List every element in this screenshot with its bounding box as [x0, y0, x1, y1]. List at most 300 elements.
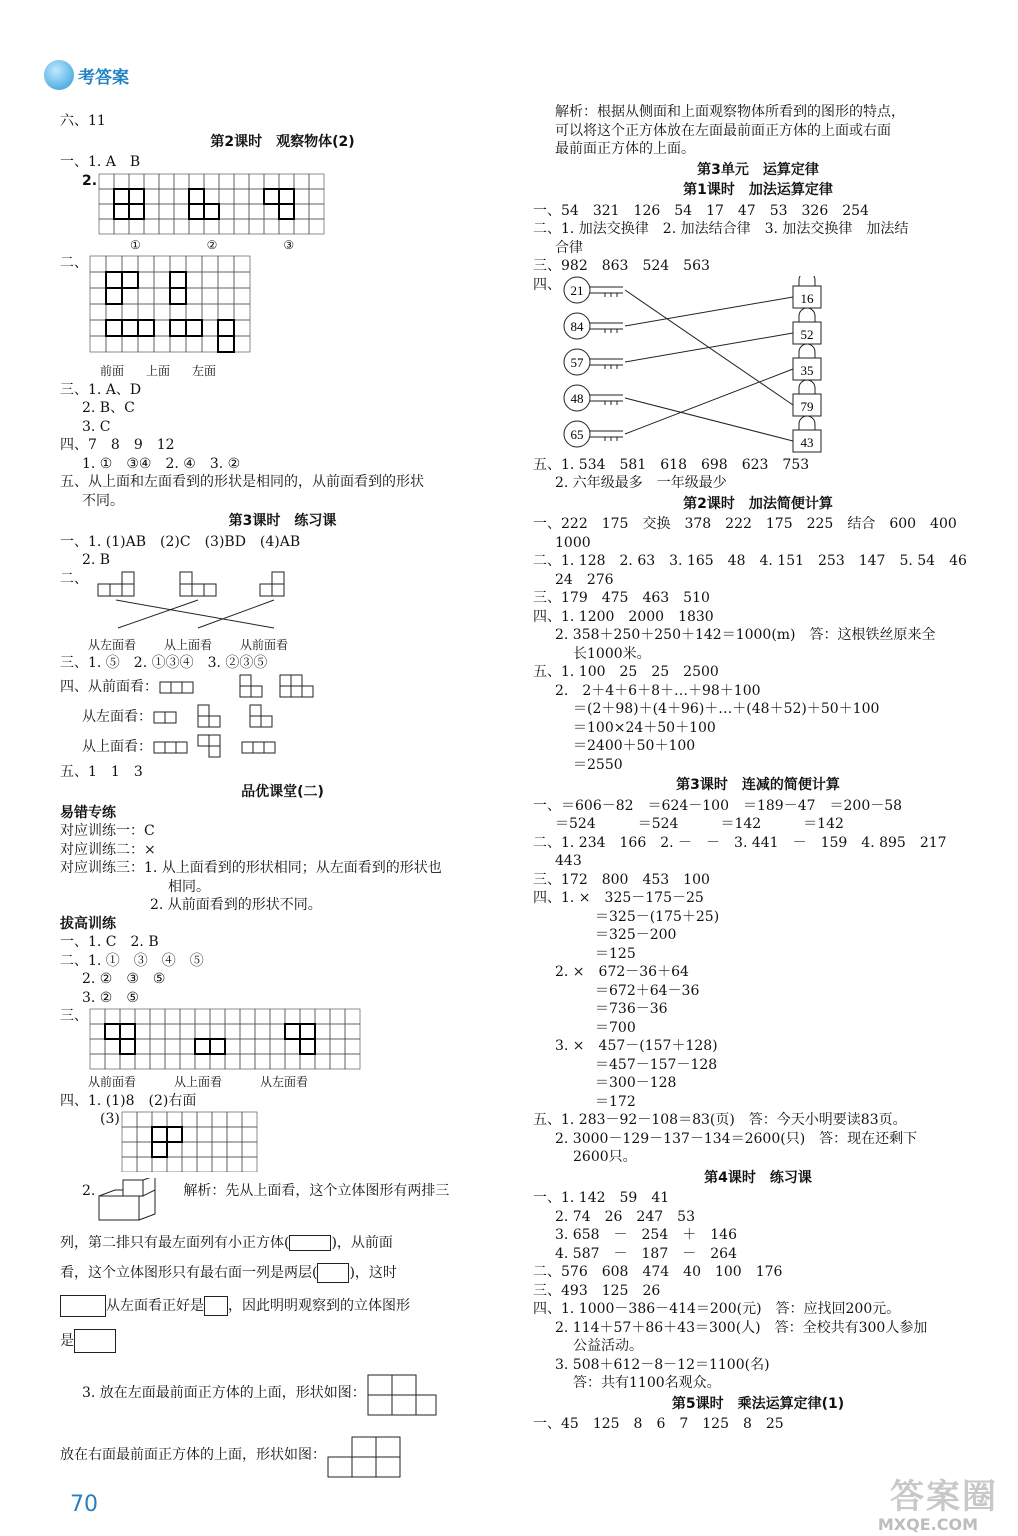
text-line: 三、493 125 26: [533, 1282, 661, 1299]
lock-label: 43: [800, 434, 814, 450]
figure-row: [60, 254, 505, 381]
text-span: ，因此明明观察到的立体图形: [228, 1297, 410, 1314]
figure-caption: ③: [283, 237, 295, 252]
grid-cell: [150, 1054, 165, 1069]
grid-cell: [114, 219, 129, 234]
grid-cell: [227, 1127, 242, 1142]
text-line: ＝700: [595, 1019, 636, 1036]
grid-cell: [182, 1127, 197, 1142]
grid-cell: [122, 1157, 137, 1172]
text-line: ＝(2＋98)＋(4＋96)＋…＋(48＋52)＋50＋100: [573, 701, 880, 717]
answer-cell: [218, 336, 234, 352]
grid-cell: [234, 189, 249, 204]
grid-cell: [255, 1039, 270, 1054]
item-number: (3): [100, 1111, 120, 1127]
grid-cell: [150, 1009, 165, 1024]
grid-cell: [138, 288, 154, 304]
grid-cell: [138, 272, 154, 288]
grid-cell: [105, 1054, 120, 1069]
grid-cell: [219, 219, 234, 234]
grid-cell: [197, 1142, 212, 1157]
match-line: [625, 369, 793, 434]
grid-cell: [154, 304, 170, 320]
grid-cell: [174, 174, 189, 189]
answer-cell: [300, 1039, 315, 1054]
page-number: 70: [70, 1492, 98, 1517]
grid-cell: [120, 1009, 135, 1024]
text-line: 解析：先从上面看，这个立体图形有两排三: [183, 1183, 450, 1199]
grid-cell: [122, 1142, 137, 1157]
grid-cell: [122, 272, 138, 288]
figure-caption: 从前面看: [88, 1075, 137, 1089]
key-label: 57: [570, 354, 584, 370]
grid-cell: [242, 1127, 257, 1142]
item-number: 2.: [82, 172, 98, 189]
text-line: 2. 六年级最多 一年级最少: [555, 475, 727, 491]
grid-cell: [225, 1039, 240, 1054]
text-line: 解析：根据从侧面和上面观察物体所看到的图形的特点，: [555, 104, 905, 120]
grid-cell: [106, 320, 122, 336]
grid-cell: [285, 1039, 300, 1054]
text-span: 列，第二排只有最左面列有小正方体(: [60, 1235, 290, 1251]
lock-shackle: [799, 344, 815, 358]
text-line: 1000: [555, 534, 591, 551]
text-line: ＝300－128: [595, 1075, 677, 1091]
grid-cell: [225, 1024, 240, 1039]
view-matching-svg: [88, 570, 328, 636]
grid-cell: [106, 304, 122, 320]
text-line: 2. 358＋250＋250＋142＝1000(m) 答：这根铁丝原来全: [555, 627, 936, 643]
text-line: ＝524 ＝524 ＝142 ＝142: [555, 816, 844, 832]
grid-cell: [106, 288, 122, 304]
text-span: 看，这个立体图形只有最右面一列是两层(: [60, 1264, 318, 1281]
text-line: 二、1. 128 2. 63 3. 165 48 4. 151 253 147 5. 54 46: [533, 553, 967, 569]
grid-cell: [264, 219, 279, 234]
figure-row: [60, 1007, 505, 1092]
text-line: 一、＝606－82 ＝624－100 ＝189－47 ＝200－58: [533, 797, 903, 814]
grid-cell: [90, 272, 106, 288]
logo-text: 考答案: [78, 67, 129, 88]
grid-cell: [255, 1054, 270, 1069]
grid-cell: [212, 1112, 227, 1127]
grid-cell: [106, 256, 122, 272]
grid-cell: [202, 272, 218, 288]
answer-cell: [138, 320, 154, 336]
logo: [44, 60, 129, 90]
text-line: 三、172 800 453 100: [533, 871, 710, 888]
section-heading: 第3课时 练习课: [228, 513, 337, 529]
grid-cell: [122, 1112, 137, 1127]
grid-cell: [242, 1112, 257, 1127]
text-line: ＝672＋64－36: [595, 982, 700, 999]
text-line: 一、1. C 2. B: [60, 934, 159, 950]
grid-cell: [165, 1024, 180, 1039]
grid-cell: [182, 1157, 197, 1172]
text-line: ＝100×24＋50＋100: [573, 719, 716, 736]
grid-cell: [219, 174, 234, 189]
text-span: 从左面看正好是: [106, 1297, 204, 1314]
grid-cell: [234, 336, 250, 352]
text-line: 一、1. A B: [60, 154, 141, 170]
grid-cell: [218, 272, 234, 288]
view-matching-figure: [88, 570, 328, 655]
grid-cell: [189, 174, 204, 189]
small-cubes-icon: [289, 1235, 331, 1251]
grid-cell: [300, 1054, 315, 1069]
small-cubes-icon: [74, 1329, 116, 1353]
grid-cell: [300, 1024, 315, 1039]
grid-cell: [152, 1157, 167, 1172]
answer-cell: [186, 320, 202, 336]
left-column: [60, 112, 505, 1481]
text-line: 3. × 457－(157＋128): [555, 1038, 718, 1054]
text-line: 2. 从前面看到的形状不同。: [150, 897, 322, 913]
text-span: )，这时: [349, 1264, 397, 1281]
match-line: [625, 398, 793, 441]
grid-cell: [210, 1009, 225, 1024]
grid-cell: [204, 189, 219, 204]
section-heading: 品优课堂(二): [241, 784, 324, 800]
figure-caption: 从上面看: [174, 1075, 223, 1089]
text-line: 三、179 475 463 510: [533, 590, 710, 606]
text-line: 相同。: [168, 878, 210, 895]
grid-cell: [300, 1039, 315, 1054]
grid-cell: [174, 189, 189, 204]
grid-cell: [294, 174, 309, 189]
grid-cell: [165, 1039, 180, 1054]
grid-cell: [195, 1024, 210, 1039]
grid-cell: [210, 1039, 225, 1054]
text-line: 五、1. 534 581 618 698 623 753: [533, 456, 810, 473]
answer-cell: [129, 189, 144, 204]
text-line: 二、576 608 474 40 100 176: [533, 1264, 783, 1280]
answer-cell: [114, 189, 129, 204]
grid-cell: [90, 304, 106, 320]
grid-cell: [180, 1024, 195, 1039]
grid-cell: [165, 1009, 180, 1024]
text-line: ＝172: [595, 1093, 636, 1110]
grid-cell: [219, 204, 234, 219]
key-label: 21: [570, 282, 584, 298]
text-line: 公益活动。: [573, 1338, 643, 1354]
grid-cell: [129, 219, 144, 234]
grid-cell: [219, 189, 234, 204]
grid-cell: [167, 1157, 182, 1172]
grid-cell: [315, 1054, 330, 1069]
grid-cell: [210, 1054, 225, 1069]
grid-cell: [144, 219, 159, 234]
text-line: ＝325－200: [595, 927, 677, 943]
text-line: ＝2550: [573, 756, 623, 773]
grid-cell: [174, 204, 189, 219]
grid-cell: [106, 336, 122, 352]
text-line: 二、1. 234 166 2. － － 3. 441 － 159 4. 895 217: [533, 834, 947, 851]
figure-caption: 从左面看: [88, 637, 137, 652]
grid-cell: [294, 204, 309, 219]
text-line: 可以将这个正方体放在左面最前面正方体的上面或右面: [555, 122, 891, 139]
text-line: ＝125: [595, 945, 636, 962]
answer-cell: [170, 288, 186, 304]
grid-cell: [170, 336, 186, 352]
grid-cell: [90, 1009, 105, 1024]
answer-cell: [170, 320, 186, 336]
text-line: 不同。: [82, 492, 124, 509]
grid-cell: [225, 1009, 240, 1024]
grid-cell: [240, 1024, 255, 1039]
text-line: 四、从前面看：: [60, 679, 158, 696]
grid-cell: [159, 219, 174, 234]
text-line: 3. ② ⑤: [82, 989, 139, 1006]
grid-cell: [309, 189, 324, 204]
grid-cell: [138, 320, 154, 336]
grid-cell: [294, 189, 309, 204]
text-line: 五、从上面和左面看到的形状是相同的，从前面看到的形状: [60, 474, 424, 490]
grid-cell: [285, 1054, 300, 1069]
grid-cell: [122, 336, 138, 352]
section-heading: 第3课时 连减的简便计算: [676, 777, 840, 793]
text-line: 五、1 1 3: [60, 763, 143, 780]
grid-cell: [240, 1054, 255, 1069]
figure-caption: 从上面看: [164, 637, 213, 652]
text-line: 答：共有1100名观众。: [573, 1375, 721, 1391]
text-line: 三、982 863 524 563: [533, 258, 710, 274]
grid-cell: [234, 304, 250, 320]
figure-row: [60, 172, 505, 255]
answer-cell: [300, 1024, 315, 1039]
text-line: 3. 508＋612－8－12＝1100(名): [555, 1356, 770, 1373]
grid-cell: [264, 204, 279, 219]
figure-row: [533, 276, 983, 456]
grid-cell: [249, 189, 264, 204]
cube-result-1-svg: [366, 1369, 446, 1419]
figure-caption: 从左面看: [260, 1075, 309, 1089]
item-number: 2.: [82, 1183, 96, 1199]
grid-cell: [99, 219, 114, 234]
answer-cell: [114, 204, 129, 219]
item-number: 二、: [60, 255, 88, 271]
text-line: 2. B: [82, 552, 111, 568]
answer-cell: [195, 1039, 210, 1054]
key-lock-matching-svg: [561, 276, 861, 456]
answer-cell: [122, 272, 138, 288]
grid-cell: [189, 189, 204, 204]
grid-cell: [309, 204, 324, 219]
answer-cell: [105, 1024, 120, 1039]
grid-cell: [309, 219, 324, 234]
answer-cell: [152, 1127, 167, 1142]
grid-cell: [159, 204, 174, 219]
section-heading: 第4课时 练习课: [704, 1169, 812, 1186]
answer-cell: [120, 1039, 135, 1054]
figure-row: [60, 570, 505, 655]
grid-cell: [330, 1009, 345, 1024]
grid-cell: [122, 304, 138, 320]
grid-cell: [90, 320, 106, 336]
text-line: [60, 1329, 505, 1353]
section-heading: 第2课时 观察物体(2): [210, 133, 355, 150]
grid-cell: [204, 174, 219, 189]
grid-cell: [197, 1112, 212, 1127]
grid-cell: [210, 1024, 225, 1039]
left-views-svg: [152, 703, 352, 733]
text-line: 从左面看：: [82, 709, 152, 726]
item-number: 二、: [60, 570, 88, 587]
grid-cell: [137, 1112, 152, 1127]
key-shaft: [590, 395, 623, 405]
key-shaft: [590, 323, 623, 333]
answer-cell: [120, 1024, 135, 1039]
grid-cell: [105, 1039, 120, 1054]
answer-cell: [189, 204, 204, 219]
text-line: 四、1. 1200 2000 1830: [533, 608, 714, 625]
grid-cell: [345, 1054, 360, 1069]
grid-cell: [90, 1054, 105, 1069]
answer-cell: [106, 320, 122, 336]
watermark-url: MXQE.COM: [877, 1515, 978, 1534]
match-line: [625, 333, 793, 362]
grid-cell: [135, 1024, 150, 1039]
logo-ball-icon: [44, 60, 74, 90]
grid-cell: [204, 204, 219, 219]
grid-cell: [279, 204, 294, 219]
grid-cell: [150, 1039, 165, 1054]
cube-figure-svg: [95, 1178, 175, 1224]
key-shaft: [590, 431, 623, 441]
grid-cell: [270, 1039, 285, 1054]
text-line: 放在右面最前面正方体的上面，形状如图：: [60, 1447, 326, 1464]
grid-cell: [105, 1024, 120, 1039]
grid-cell: [105, 1009, 120, 1024]
grid-cell: [154, 256, 170, 272]
text-line: ＝457－157－128: [595, 1056, 718, 1073]
grid-cell: [270, 1024, 285, 1039]
lock-label: 52: [800, 326, 814, 342]
grid-cell: [240, 1039, 255, 1054]
grid-cell: [264, 189, 279, 204]
grid-cell: [202, 288, 218, 304]
cube-result-2-svg: [326, 1431, 406, 1481]
grid-cell: [202, 320, 218, 336]
match-line: [625, 297, 793, 326]
text-line: 3. 放在左面最前面正方体的上面，形状如图：: [82, 1385, 366, 1402]
text-line: 二、1. 加法交换律 2. 加法结合律 3. 加法交换律 加法结: [533, 221, 909, 237]
grid-cell: [144, 174, 159, 189]
text-line: 五、1. 100 25 25 2500: [533, 664, 719, 680]
grid-cell: [212, 1142, 227, 1157]
text-line: 三、1. A、D: [60, 381, 142, 398]
grid-cell: [135, 1009, 150, 1024]
grid-cell: [300, 1009, 315, 1024]
grid-figure-2: [88, 254, 252, 381]
grid-cell: [195, 1009, 210, 1024]
grid-cell: [330, 1039, 345, 1054]
text-line: 2. 2＋4＋6＋8＋…＋98＋100: [555, 682, 761, 699]
figure-row: [60, 673, 505, 703]
lock-shackle: [799, 416, 815, 430]
small-cubes-icon: [60, 1295, 106, 1317]
front-views-svg: [158, 673, 358, 703]
grid-cell: [90, 288, 106, 304]
grid-cell: [204, 219, 219, 234]
lock-label: 35: [800, 362, 814, 378]
grid-figure-1: [97, 172, 327, 255]
text-line: 六、11: [60, 113, 106, 129]
text-line: 四、1. 1000－386－414＝200(元) 答：应找回200元。: [533, 1301, 901, 1317]
grid-cell: [138, 336, 154, 352]
answer-cell: [170, 272, 186, 288]
text-line: 1. ① ③④ 2. ④ 3. ②: [82, 455, 241, 472]
grid-cell: [242, 1142, 257, 1157]
text-line: 2. 74 26 247 53: [555, 1208, 695, 1225]
grid-figure-2-svg: [88, 254, 252, 362]
grid-cell: [114, 174, 129, 189]
figure-caption: 前面: [100, 364, 125, 378]
grid-cell: [120, 1054, 135, 1069]
grid-cell: [195, 1039, 210, 1054]
grid-cell: [106, 272, 122, 288]
grid-cell: [186, 256, 202, 272]
grid-cell: [345, 1024, 360, 1039]
grid-cell: [227, 1157, 242, 1172]
side-view-icon: [204, 1296, 228, 1316]
text-line: 一、1. (1)AB (2)C (3)BD (4)AB: [60, 533, 301, 550]
text-line: 三、1. ⑤ 2. ①③④ 3. ②③⑤: [60, 655, 268, 671]
grid-cell: [180, 1054, 195, 1069]
grid-cell: [182, 1142, 197, 1157]
figure-row: [60, 1178, 505, 1224]
grid-cell: [218, 320, 234, 336]
grid-cell: [170, 272, 186, 288]
grid-cell: [180, 1009, 195, 1024]
answer-cell: [129, 204, 144, 219]
grid-cell: [152, 1112, 167, 1127]
grid-cell: [234, 204, 249, 219]
grid-cell: [170, 288, 186, 304]
text-line: 二、1. ① ③ ④ ⑤: [60, 952, 204, 969]
text-line: 五、1. 283－92－108＝83(页) 答：今天小明要读83页。: [533, 1112, 907, 1128]
key-shaft: [590, 359, 623, 369]
grid-cell: [234, 219, 249, 234]
key-label: 65: [570, 426, 584, 442]
grid-cell: [189, 219, 204, 234]
right-column: [533, 103, 983, 1434]
grid-cell: [137, 1142, 152, 1157]
text-line: 24 276: [555, 571, 614, 588]
answer-cell: [106, 288, 122, 304]
text-line: 四、1. (1)8 (2)右面: [60, 1092, 197, 1109]
grid-cell: [135, 1054, 150, 1069]
text-line: [60, 1295, 505, 1317]
grid-cell: [234, 288, 250, 304]
figure-row: [60, 1369, 505, 1419]
grid-cell: [182, 1112, 197, 1127]
grid-cell: [144, 189, 159, 204]
answer-cell: [279, 204, 294, 219]
text-line: 一、45 125 8 6 7 125 8 25: [533, 1416, 784, 1432]
grid-cell: [234, 272, 250, 288]
answer-cell: [189, 189, 204, 204]
grid-cell: [186, 304, 202, 320]
text-line: 2. ② ③ ⑤: [82, 971, 166, 987]
grid-cell: [138, 256, 154, 272]
text-line: 2. 3000－129－137－134＝2600(只) 答：现在还剩下: [555, 1130, 918, 1147]
grid-cell: [99, 174, 114, 189]
grid-cell: [202, 256, 218, 272]
lock-shackle: [799, 308, 815, 322]
section-heading: 第1课时 加法运算定律: [683, 182, 833, 198]
figure-caption: ②: [206, 237, 218, 252]
grid-cell: [129, 189, 144, 204]
